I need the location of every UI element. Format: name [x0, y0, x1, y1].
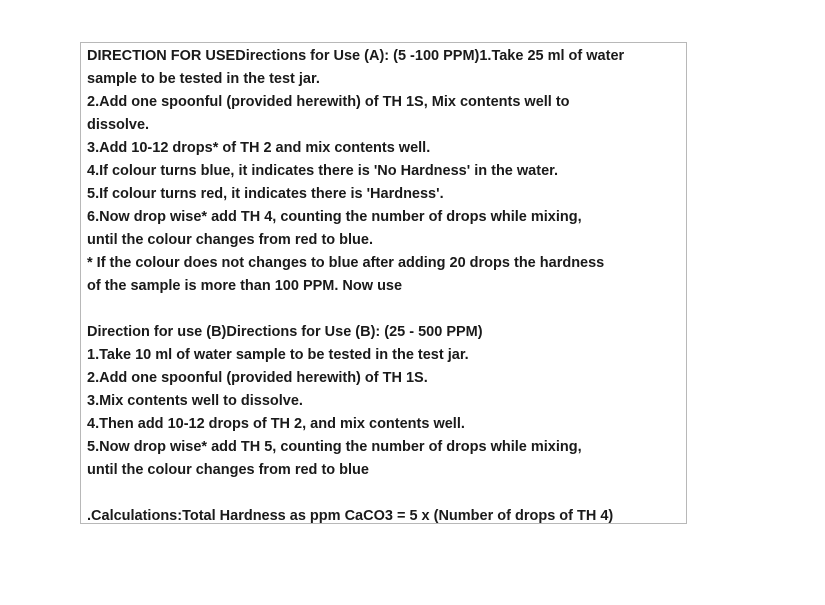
text-line: until the colour changes from red to blue. [87, 232, 373, 248]
text-line: * If the colour does not changes to blue after adding 20 drops the hardness [87, 255, 605, 271]
text-line: 4.Then add 10-12 drops of TH 2, and mix contents well. [87, 416, 465, 432]
calculations-line: .Calculations:Total Hardness as ppm CaCO3 = 5 x (Number of drops of TH 4) [87, 508, 614, 524]
text-line: Direction for use (B)Directions for Use (B): (25 - 500 PPM) [87, 324, 483, 340]
text-line: 4.If colour turns blue, it indicates there is 'No Hardness' in the water. [87, 163, 559, 179]
section-a-directions [87, 45, 680, 298]
text-line: 5.Now drop wise* add TH 5, counting the number of drops while mixing, [87, 439, 582, 455]
text-line: 1.Take 10 ml of water sample to be tested in the test jar. [87, 347, 469, 363]
text-line: 6.Now drop wise* add TH 4, counting the number of drops while mixing, [87, 209, 582, 225]
text-line: sample to be tested in the test jar. [87, 71, 320, 87]
text-line: 2.Add one spoonful (provided herewith) of TH 1S. [87, 370, 428, 386]
text-line: dissolve. [87, 117, 150, 133]
text-line: DIRECTION FOR USEDirections for Use (A): (5 -100 PPM)1.Take 25 ml of water [87, 48, 625, 64]
text-line: of the sample is more than 100 PPM. Now use [87, 278, 403, 294]
text-line: until the colour changes from red to blue [87, 462, 369, 478]
section-b-directions [87, 321, 680, 482]
directions-text-box [80, 42, 687, 524]
text-line: 3.Mix contents well to dissolve. [87, 393, 303, 409]
blank-line [87, 482, 680, 505]
blank-line [87, 298, 680, 321]
text-line: 2.Add one spoonful (provided herewith) of TH 1S, Mix contents well to [87, 94, 570, 110]
text-line: 5.If colour turns red, it indicates there is 'Hardness'. [87, 186, 444, 202]
text-line: 3.Add 10-12 drops* of TH 2 and mix contents well. [87, 140, 431, 156]
